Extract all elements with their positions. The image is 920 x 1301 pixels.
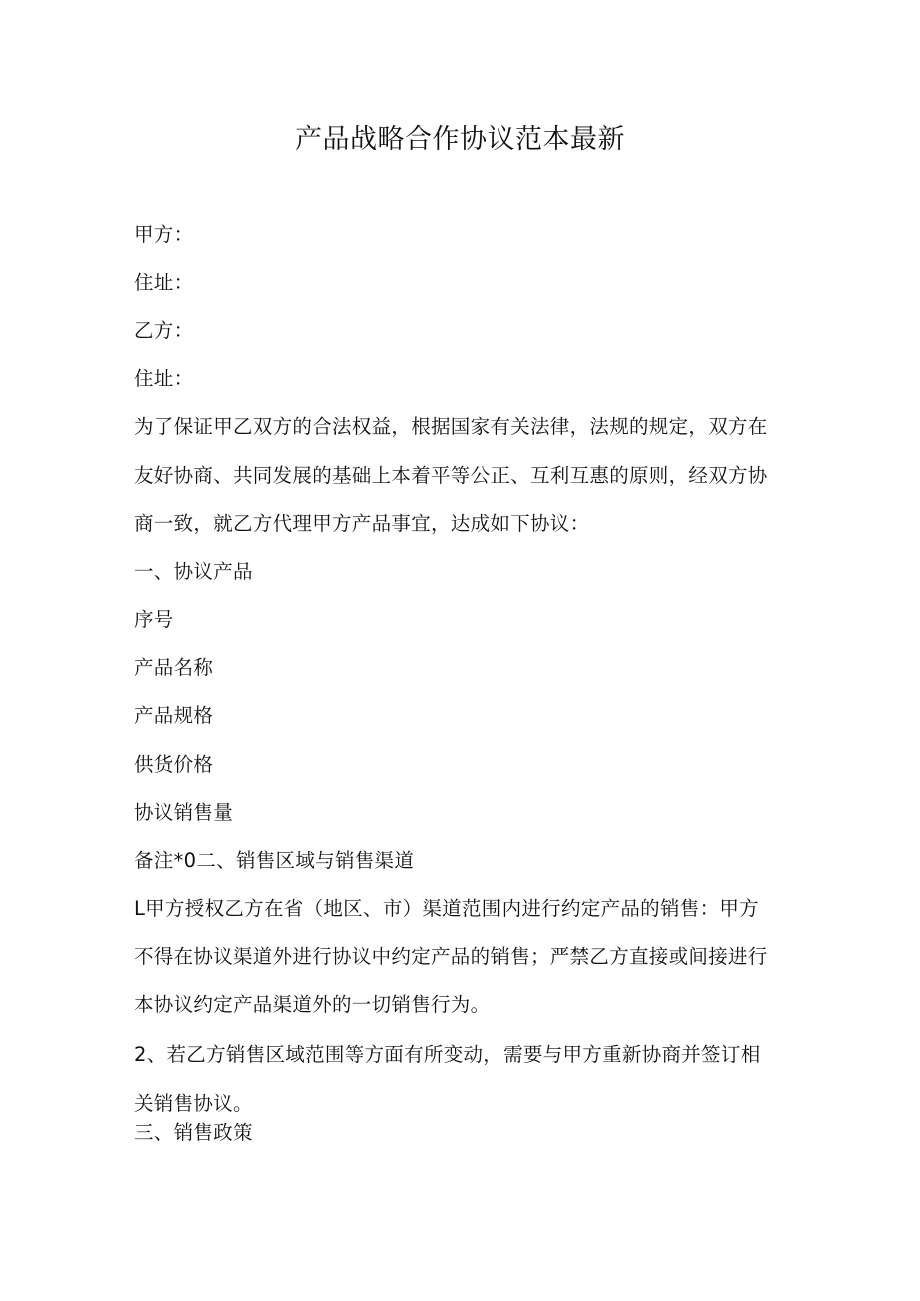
field-sales-volume: 协议销售量 bbox=[134, 801, 234, 824]
clause-2-line-2: 关销售协议。 bbox=[134, 1092, 253, 1115]
clause-1-line-3: 本协议约定产品渠道外的一切销售行为。 bbox=[134, 993, 491, 1016]
party-b-label: 乙方： bbox=[134, 319, 194, 342]
section-1-heading: 一、协议产品 bbox=[134, 560, 253, 583]
party-a-address-label: 住址： bbox=[134, 271, 194, 294]
field-product-name: 产品名称 bbox=[134, 656, 214, 679]
preamble-line-3: 商一致，就乙方代理甲方产品事宜，达成如下协议： bbox=[134, 512, 590, 535]
field-supply-price: 供货价格 bbox=[134, 753, 214, 776]
section-2-heading: 备注*0二、销售区域与销售渠道 bbox=[134, 849, 415, 872]
document-title: 产品战略合作协议范本最新 bbox=[295, 124, 625, 155]
clause-1-line-2: 不得在协议渠道外进行协议中约定产品的销售；严禁乙方直接或间接进行 bbox=[134, 945, 768, 968]
party-b-address-label: 住址： bbox=[134, 367, 194, 390]
section-3-heading: 三、销售政策 bbox=[134, 1121, 253, 1144]
field-serial-no: 序号 bbox=[134, 608, 174, 631]
preamble-line-2: 友好协商、共同发展的基础上本着平等公正、互利互惠的原则，经双方协 bbox=[134, 464, 768, 487]
clause-2-line-1: 2、若乙方销售区域范围等方面有所变动，需要与甲方重新协商并签订相 bbox=[134, 1043, 761, 1066]
field-product-spec: 产品规格 bbox=[134, 704, 214, 727]
clause-1-line-1: L甲方授权乙方在省（地区、市）渠道范围内进行约定产品的销售：甲方 bbox=[134, 897, 759, 920]
party-a-label: 甲方： bbox=[134, 223, 194, 246]
preamble-line-1: 为了保证甲乙双方的合法权益，根据国家有关法律，法规的规定，双方在 bbox=[134, 415, 768, 438]
